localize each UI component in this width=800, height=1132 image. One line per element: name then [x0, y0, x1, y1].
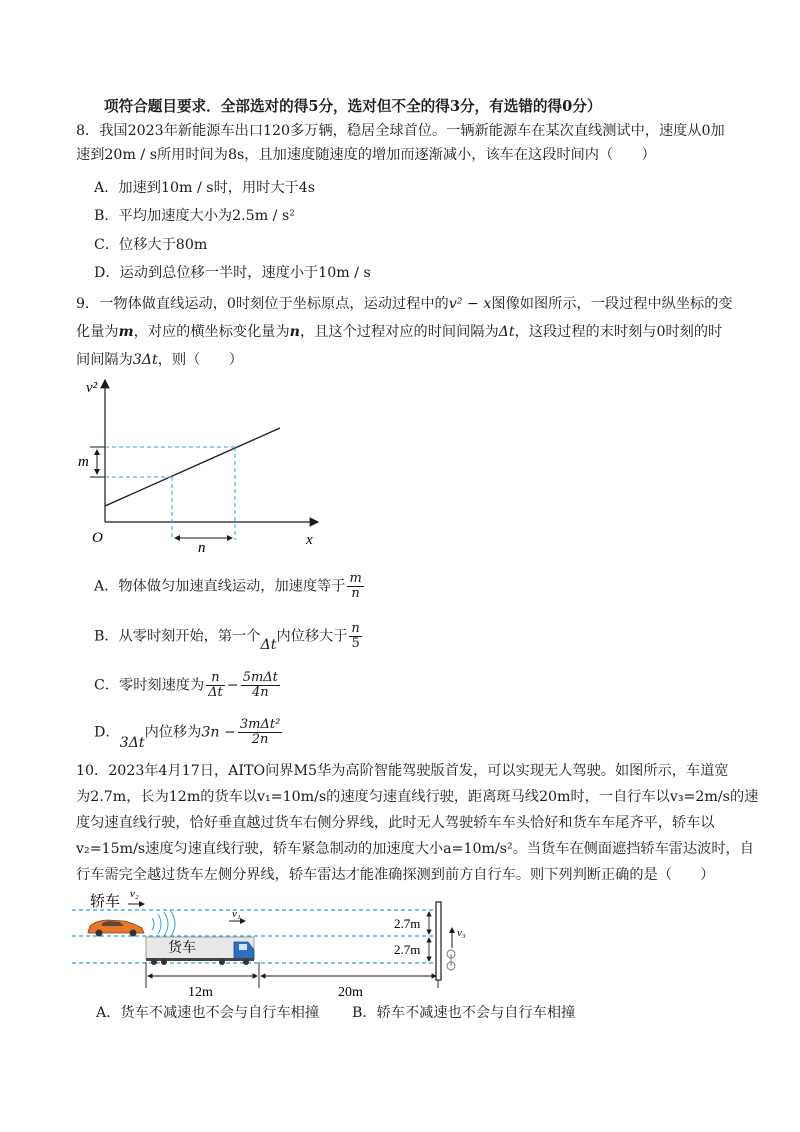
q8-a-mid: 时，用时大于: [213, 180, 299, 196]
section-header: 项符合题目要求．全部选对的得5分，选对但不全的得3分，有选错的得0分）: [104, 98, 602, 115]
q10-line4: v₂=15m/s速度匀速直线行驶，轿车紧急制动的加速度大小a=10m/s²。当货车在侧面遮挡轿车雷达波时，自: [76, 841, 754, 857]
q9-line1: [76, 294, 733, 314]
q9-c-pre: C．零时刻速度为: [94, 677, 205, 694]
q9-line1-b: 图像如图所示，一段过程中纵坐标的变: [491, 296, 733, 312]
q9-b-frac: [349, 622, 361, 651]
q10-option-a[interactable]: A．货车不减速也不会与自行车相撞: [96, 1005, 320, 1021]
q10-option-b[interactable]: B．轿车不减速也不会与自行车相撞: [352, 1005, 576, 1021]
q8-option-c[interactable]: [94, 235, 207, 255]
q8-line1: 8．我国2023年新能源车出口120多万辆，稳居全球首位。一辆新能源车在某次直线测试中，速度从0加: [76, 123, 725, 139]
q9-b-den: 5: [349, 636, 361, 651]
q8-line2-b: 所用时间为: [156, 147, 228, 163]
q9-line2-a: 化量为: [76, 324, 119, 340]
q9-option-b[interactable]: [94, 622, 364, 651]
v3-label: v₃: [457, 927, 466, 939]
q9-dt: Δt: [498, 324, 515, 340]
q9-d-expr: 3n −: [201, 724, 236, 741]
q9-graph-expr: v² − x: [448, 296, 492, 312]
x-axis-label: x: [306, 532, 313, 548]
q8-option-a[interactable]: [94, 178, 315, 198]
bicycle-icon: [447, 950, 455, 970]
car-label: 轿车: [90, 894, 121, 910]
q8-b-v: 2.5m / s²: [232, 208, 295, 224]
q9-c-num2: 5mΔt: [242, 670, 278, 685]
q9-line3: [76, 350, 243, 370]
v1-label: v₁: [232, 908, 241, 920]
q8-line2-a: 速到: [76, 147, 105, 163]
q9-line3-a: 间间隔为: [76, 352, 133, 368]
q8-a-v: 10m / s: [161, 180, 214, 196]
m-label: m: [78, 454, 89, 470]
q9-line2-b: ，对应的横坐标变化量为: [133, 324, 290, 340]
q9-b-dt: Δt: [260, 636, 277, 653]
q8-d-pre: D．运动到总位移一半时，速度小于: [94, 265, 319, 281]
q8-a-t: 4s: [298, 180, 316, 196]
q9-a-pre: A．物体做匀加速直线运动，加速度等于: [94, 578, 346, 595]
q10-line1: 10．2023年4月17日，AITO问界M5华为高阶智能驾驶版首发，可以实现无人驾驶。如图所示，车道宽: [76, 763, 729, 779]
q8-line2: [76, 145, 656, 165]
q8-option-b[interactable]: [94, 206, 295, 226]
q9-line2: [76, 322, 722, 342]
truck-icon: [146, 937, 254, 965]
q9-v2-x-graph: [78, 372, 328, 552]
q9-c-frac1: [206, 671, 225, 700]
q9-line1-a: 9．一物体做直线运动，0时刻位于坐标原点，运动过程中的: [76, 296, 449, 312]
radar-waves: [152, 910, 175, 938]
q9-a-den: n: [347, 586, 363, 601]
car-icon: [88, 920, 144, 937]
q8-c-pre: C．位移大于: [94, 237, 176, 253]
q9-option-a[interactable]: [94, 572, 366, 601]
q9-line2-d: ，这段过程的末时刻与0时刻的时: [514, 324, 723, 340]
y-axis-label: v²: [86, 380, 98, 396]
q9-c-den1: Δt: [208, 685, 223, 700]
crosswalk-barrier: [436, 902, 441, 980]
v2-label: v₂: [130, 888, 139, 900]
q9-3dt: 3Δt: [132, 352, 158, 368]
q8-b-pre: B．平均加速度大小为: [94, 208, 233, 224]
q10-line3: 度匀速直线行驶，恰好垂直越过货车右侧分界线，此时无人驾驶轿车车头恰好和货车车尾齐平，轿车以: [76, 815, 715, 831]
q9-c-minus: −: [226, 677, 239, 694]
q9-option-d[interactable]: [94, 717, 284, 751]
q9-n: n: [289, 324, 300, 340]
q8-option-d[interactable]: [94, 263, 371, 283]
q9-b-num: n: [351, 621, 360, 636]
q9-d-mid: 内位移为: [144, 724, 202, 741]
q8-speed: 20m / s: [104, 147, 157, 163]
q9-b-mid: 内位移大于: [276, 628, 348, 645]
q9-a-num: m: [349, 571, 362, 586]
q9-d-dt: 3Δt: [119, 734, 145, 751]
origin-label: O: [92, 530, 103, 546]
lane-width-1: 2.7m: [394, 916, 421, 931]
truck-length-label: 12m: [188, 985, 213, 1000]
v2-x-line: [105, 428, 280, 506]
q8-line2-c: ，且加速度随速度的增加而逐渐减小，该车在这段时间内（ ）: [244, 147, 656, 163]
q9-line3-b: ，则（ ）: [157, 352, 243, 368]
q8-time: 8s: [227, 147, 245, 163]
q10-line2: 为2.7m，长为12m的货车以v₁=10m/s的速度匀速直线行驶，距离斑马线20m时，一自行车以v₃=2m/s的速: [76, 789, 759, 805]
lane-width-2: 2.7m: [394, 942, 421, 957]
q10-line5: 行车需完全越过货车左侧分界线，轿车雷达才能准确探测到前方自行车。则下列判断正确的是（ ）: [76, 867, 715, 883]
q9-c-den2: 4n: [241, 685, 280, 700]
q8-d-v: 10m / s: [318, 265, 371, 281]
q9-d-num: 3mΔt²: [239, 717, 281, 732]
q9-line2-c: ，且这个过程对应的时间间隔为: [300, 324, 499, 340]
q9-a-frac: [347, 572, 363, 601]
q9-b-pre: B．从零时刻开始，第一个: [94, 628, 261, 645]
truck-label: 货车: [168, 941, 196, 956]
q9-d-pre: D．: [94, 724, 120, 741]
q8-a-pre: A．加速到: [94, 180, 161, 196]
q9-c-num1: n: [211, 670, 220, 685]
distance-label: 20m: [338, 985, 363, 1000]
q8-c-v: 80m: [175, 237, 208, 253]
q9-c-frac2: [241, 671, 280, 700]
q9-d-den: 2n: [238, 732, 282, 747]
q10-road-figure: [72, 884, 472, 1000]
n-label: n: [198, 540, 206, 552]
q9-m: m: [118, 324, 134, 340]
q9-option-c[interactable]: [94, 671, 282, 700]
q9-d-frac: [238, 718, 282, 747]
